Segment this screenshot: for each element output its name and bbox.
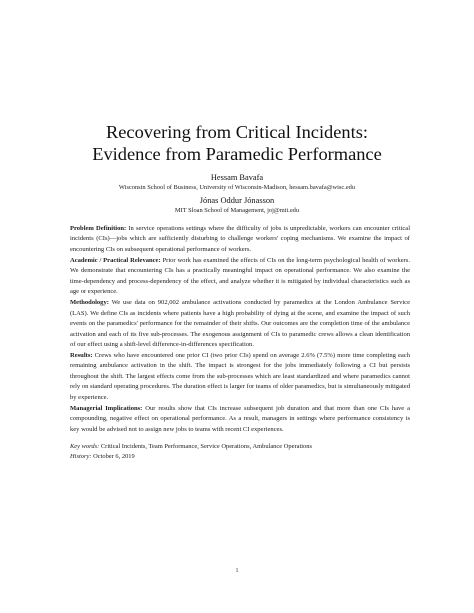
- abstract-paragraph: [70, 298, 410, 350]
- author-affiliation: Wisconsin School of Business, University of Wisconsin-Madison, hessam.bavafa@wisc.edu: [118, 184, 356, 191]
- section-text: Prior work has examined the effects of CIs on the long-term psychological health of workers. We demonstrate that encountering CIs has a practically meaningful impact on operational performance. We also examine the time-dependency and process-dependency of the effect, and analyze whether it is mitigated by individual characteristics such as age or experience.: [70, 256, 410, 296]
- abstract-paragraph: [70, 351, 410, 403]
- section-text: Crews who have encountered one prior CI (two prior CIs) spend on average 2.6% (7.5%) more time completing each remaining ambulance activation in the shift. The impact is strongest for the jobs immediately following a CI but persists throughout the shift. The largest effects come from the sub-processes which are least standardized and where paramedics cannot rely on standard operating procedures. The duration effect is larger for teams of older paramedics, but is simultaneously mitigated by experience.: [70, 351, 410, 401]
- section-text: In service operations settings where the difficulty of jobs is unpredictable, workers can encounter critical incidents (CIs)—jobs which are sufficiently disturbing to challenge workers' coping mechanisms. We examine the impact of encountering CIs on subsequent operational performance of workers.: [70, 225, 411, 253]
- history-value: October 6, 2019: [93, 453, 135, 461]
- page-number: 1: [235, 568, 239, 574]
- section-heading: Managerial Implications:: [70, 404, 143, 412]
- abstract: [70, 224, 410, 462]
- section-heading: Results:: [70, 351, 93, 359]
- history-line: History: October 6, 2019: [70, 453, 135, 461]
- title-line-2: Evidence from Paramedic Performance: [92, 144, 382, 164]
- section-text: Our results show that CIs increase subsequent job duration and that more than one CIs have a compounding, negative effect on operational performance. As a result, managers in settings where performance consistency is key would be advised not to assign new jobs to teams with recent CI experiences.: [70, 404, 410, 433]
- section-heading: Problem Definition:: [70, 225, 127, 232]
- title-line-1: Recovering from Critical Incidents:: [106, 122, 368, 142]
- keywords-value: Critical Incidents, Team Performance, Service Operations, Ambulance Operations: [100, 443, 312, 451]
- section-heading: Academic / Practical Relevance:: [70, 256, 161, 264]
- section-text: We use data on 902,002 ambulance activations conducted by paramedics at the London Ambulance Service (LAS). We define CIs as incidents where patients have a high probability of dying at the scene, and examine the impact of such events on the paramedics' performance for the remainder of their shifts. Our outcomes are the completion time of the ambulance activation and each of its five sub-processes. The exogenous assignment of CIs to paramedic crews allows a clean identification of our effect using a shift-level difference-in-differences specification.: [70, 299, 410, 348]
- abstract-paragraph: [70, 256, 410, 298]
- abstract-paragraph: [70, 224, 410, 255]
- author-name: Hessam Bavafa: [210, 173, 264, 182]
- history-label: History: [70, 453, 90, 461]
- author-affiliation: MIT Sloan School of Management, joj@mit.edu: [174, 207, 300, 214]
- section-heading: Methodology:: [70, 299, 109, 307]
- author-name: Jónas Oddur Jónasson: [199, 196, 275, 205]
- paper-title: [0, 121, 474, 165]
- paper-metadata: [70, 442, 410, 462]
- keywords-label: Key words: [70, 443, 98, 451]
- abstract-paragraph: [70, 404, 410, 435]
- keywords-line: Key words: Critical Incidents, Team Performance, Service Operations, Ambulance Operations: [70, 443, 312, 451]
